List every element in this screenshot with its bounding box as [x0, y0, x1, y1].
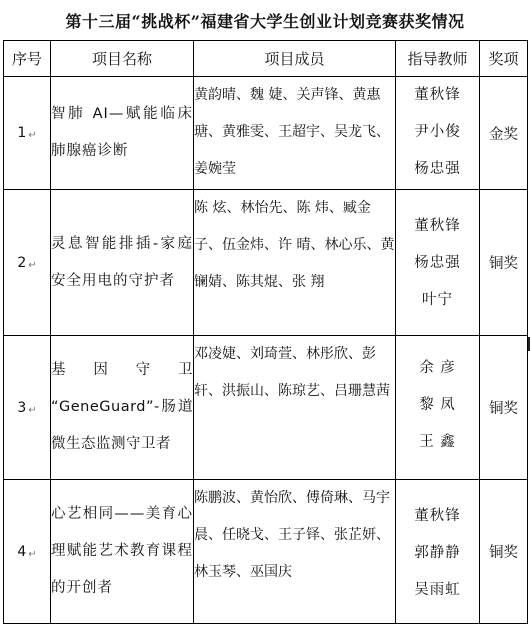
- project-name: 智肺 AI—赋能临床肺腺癌诊断: [51, 106, 193, 159]
- page-title: 第十三届“挑战杯”福建省大学生创业计划竞赛获奖情况: [65, 11, 465, 31]
- paragraph-mark-icon: ↵: [28, 548, 37, 560]
- paragraph-mark-icon: ↵: [28, 259, 37, 271]
- paragraph-mark-icon: ↵: [28, 130, 37, 141]
- row-number: [4, 480, 51, 624]
- project-name: 基 因 守 卫 “GeneGuard”-肠道微生态监测守卫者: [51, 362, 193, 452]
- row-number: [4, 77, 51, 190]
- advisor-name: 叶宁: [422, 292, 453, 308]
- project-name-cell: [51, 336, 194, 480]
- advisors-cell: [396, 77, 480, 190]
- advisor-name: 郭静静: [414, 545, 461, 561]
- advisor-name: 杨忠强: [414, 255, 461, 271]
- award-text: 铜奖: [489, 401, 518, 417]
- header-no: 序号: [4, 41, 51, 77]
- row-number: [4, 190, 51, 336]
- project-members: 邓凌婕、刘琦萱、林彤欣、彭 轩、洪振山、陈琼艺、吕珊慧茜: [194, 346, 390, 399]
- advisors-cell: [396, 480, 480, 624]
- header-award: 奖项: [480, 41, 528, 77]
- advisor-name: 黎 凤: [419, 397, 456, 413]
- project-name-cell: [51, 77, 194, 190]
- award-cell: [480, 480, 528, 624]
- project-name-cell: [51, 190, 194, 336]
- award-text: 铜奖: [489, 545, 518, 561]
- members-cell: [194, 336, 396, 480]
- header-project-name: 项目名称: [51, 41, 194, 77]
- header-members: 项目成员: [194, 41, 396, 77]
- award-cell: [480, 77, 528, 190]
- table-row: [4, 77, 528, 190]
- award-text: 铜奖: [489, 256, 518, 272]
- advisor-name: 尹小俊: [414, 124, 461, 140]
- advisor-name: 董秋锋: [414, 87, 461, 103]
- award-cell: [480, 190, 528, 336]
- members-cell: [194, 77, 396, 190]
- row-number-text: 3: [17, 399, 27, 416]
- advisor-name: 董秋锋: [414, 218, 461, 234]
- advisors-cell: [396, 336, 480, 480]
- table-row: [4, 480, 528, 624]
- project-name: 灵息智能排插-家庭安全用电的守护者: [51, 235, 193, 289]
- table-header-row: [4, 41, 528, 77]
- awards-table: [3, 40, 528, 624]
- advisors-cell: [396, 190, 480, 336]
- advisor-name: 余 彦: [419, 360, 456, 376]
- row-number-text: 1: [17, 125, 27, 141]
- members-cell: [194, 190, 396, 336]
- members-cell: [194, 480, 396, 624]
- advisor-name: 王 鑫: [419, 434, 456, 450]
- paragraph-mark-icon: ↵: [28, 404, 37, 416]
- table-row: [4, 336, 528, 480]
- project-members: 黄韵晴、魏 婕、关声锋、黄惠瑭、黄雅雯、王超宇、吴龙飞、姜婉莹: [194, 87, 390, 177]
- project-members: 陈鹏波、黄怡欣、傅倚琳、马宇晨、任晓戈、王子铎、张芷妍、林玉琴、巫国庆: [194, 490, 390, 580]
- row-number-text: 2: [17, 254, 27, 271]
- project-members: 陈 炫、林怡先、陈 炜、臧金子、伍金炜、许 晴、林心乐、黄镧婧、陈其焜、张 翔: [194, 200, 395, 290]
- advisor-name: 吴雨虹: [414, 582, 461, 598]
- advisor-name: 董秋锋: [414, 508, 461, 524]
- row-number: [4, 336, 51, 480]
- advisor-name: 杨忠强: [414, 161, 461, 177]
- table-row: [4, 190, 528, 336]
- project-name: 心艺相同——美育心理赋能艺术教育课程的开创者: [51, 506, 193, 596]
- project-name-cell: [51, 480, 194, 624]
- header-advisors: 指导教师: [396, 41, 480, 77]
- award-text: 金奖: [489, 126, 518, 143]
- row-number-text: 4: [17, 543, 27, 560]
- award-cell: [480, 336, 528, 480]
